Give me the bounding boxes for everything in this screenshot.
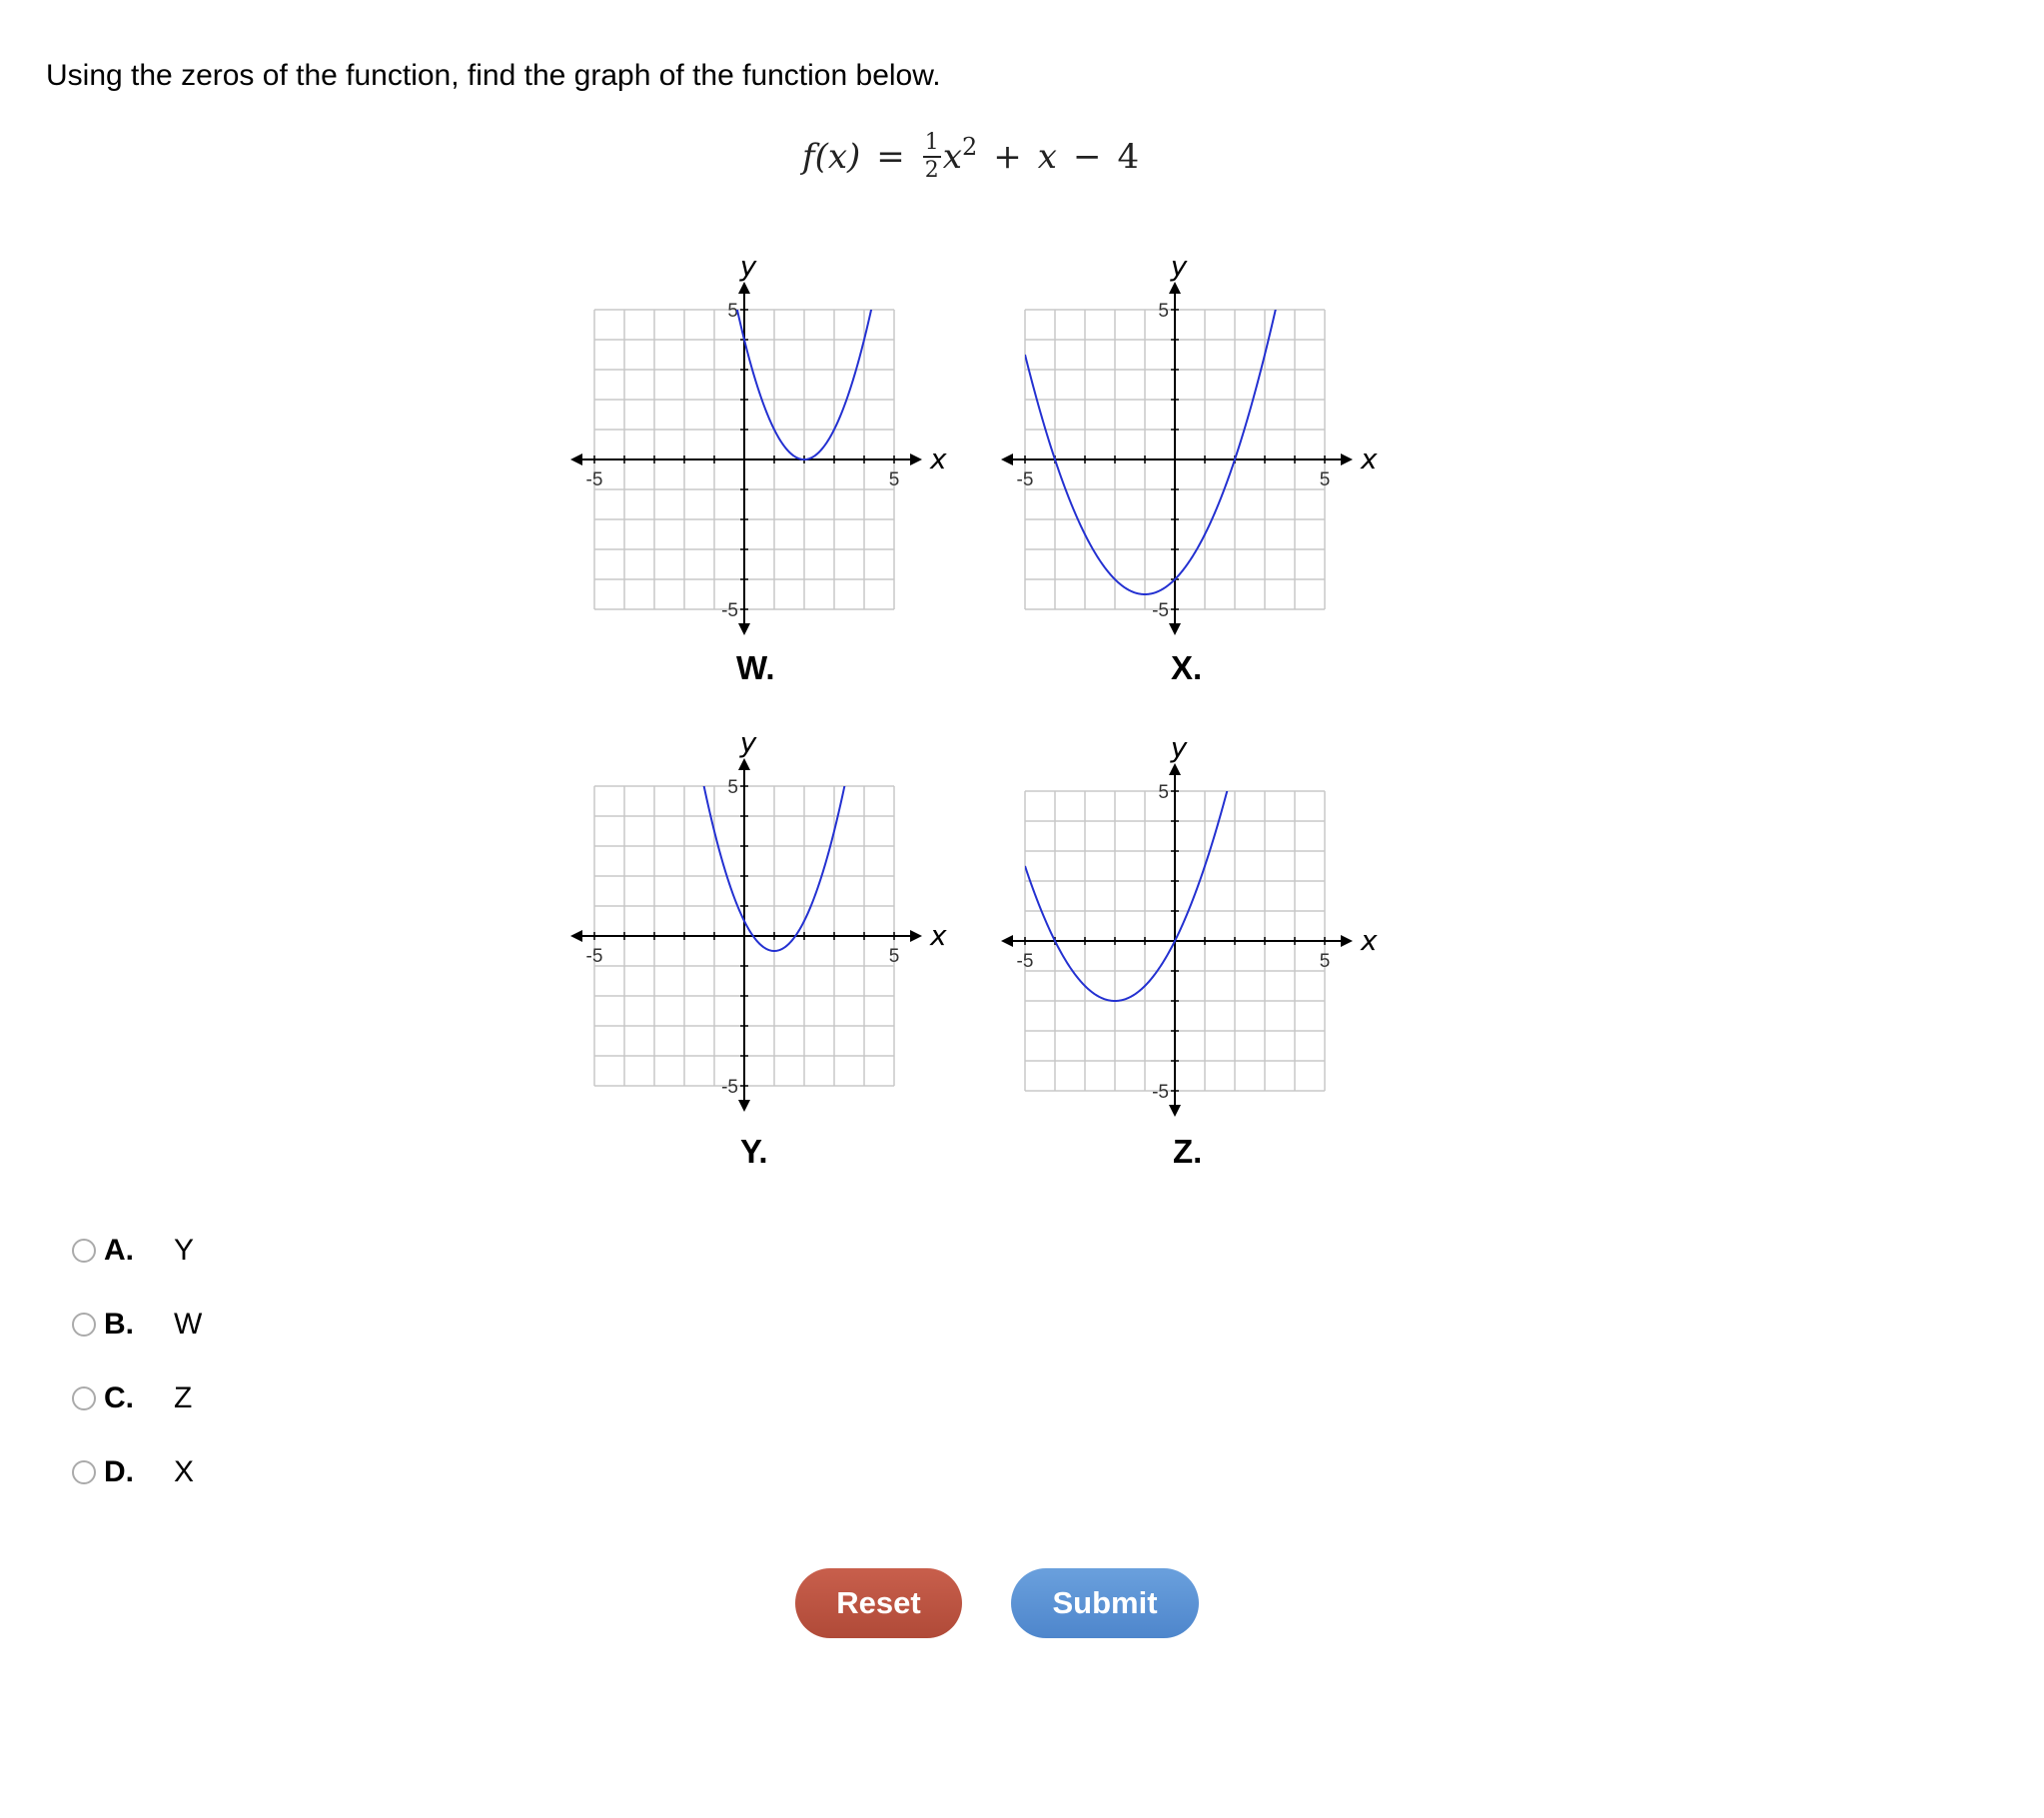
graph-w-plot [559, 245, 959, 644]
graph-w [559, 245, 959, 644]
graph-x-plot [990, 245, 1390, 644]
reset-button[interactable]: Reset [795, 1568, 962, 1638]
graph-z-x-axis-label: x [1361, 924, 1378, 957]
graph-w-label: W. [736, 649, 775, 686]
choice-d[interactable] [72, 1448, 332, 1496]
x-tick-label-max: 5 [888, 469, 900, 490]
choice-a[interactable] [72, 1227, 332, 1275]
y-tick-label-max: 5 [1158, 782, 1169, 803]
graph-z-label: Z. [1173, 1133, 1203, 1170]
x-axis-left-arrow [1001, 454, 1013, 465]
graph-y [559, 721, 959, 1121]
formula-fraction [923, 132, 941, 182]
choice-d-radio[interactable] [72, 1460, 96, 1484]
formula-x-squared-base: x [942, 137, 962, 177]
y-axis-up-arrow [1169, 763, 1181, 775]
x-axis-left-arrow [1001, 935, 1013, 947]
y-tick-label-max: 5 [727, 301, 738, 322]
graph-z-plot [990, 726, 1390, 1126]
choice-b[interactable] [72, 1301, 332, 1349]
y-tick-label-min: -5 [721, 1077, 738, 1098]
formula-constant: 4 [1117, 137, 1140, 177]
fraction-numerator: 1 [923, 132, 941, 158]
y-axis-up-arrow [738, 282, 750, 294]
formula-equals: = [876, 137, 905, 177]
graph-w-y-axis-label: y [739, 250, 757, 283]
graph-y-plot [559, 721, 959, 1121]
x-axis-right-arrow [1341, 935, 1353, 947]
x-tick-label-min: -5 [585, 469, 603, 490]
y-axis-up-arrow [738, 758, 750, 770]
graph-x-label: X. [1171, 649, 1203, 686]
choice-a-text: Y [174, 1234, 195, 1267]
choice-c-radio[interactable] [72, 1386, 96, 1410]
choice-c-text: Z [174, 1381, 193, 1414]
x-axis-right-arrow [910, 930, 922, 942]
graph-x [990, 245, 1390, 644]
function-formula [802, 122, 1139, 192]
choice-d-letter: D. [104, 1455, 134, 1488]
formula-x-term: x [1037, 137, 1057, 177]
question-text: Using the zeros of the function, find the graph of the function below. [46, 59, 941, 92]
y-tick-label-min: -5 [1152, 1082, 1169, 1103]
y-axis-down-arrow [1169, 1105, 1181, 1117]
choice-b-text: W [174, 1308, 203, 1341]
graph-y-label: Y. [740, 1133, 768, 1170]
graph-z [990, 726, 1390, 1126]
graph-w-x-axis-label: x [930, 443, 947, 475]
choice-c-letter: C. [104, 1381, 134, 1414]
y-tick-label-min: -5 [721, 600, 738, 621]
fraction-denominator: 2 [924, 158, 939, 183]
x-tick-label-max: 5 [1319, 951, 1331, 972]
graph-x-x-axis-label: x [1361, 443, 1378, 475]
submit-button[interactable]: Submit [1011, 1568, 1199, 1638]
choice-b-radio[interactable] [72, 1313, 96, 1337]
x-tick-label-min: -5 [585, 946, 603, 967]
x-axis-left-arrow [570, 930, 582, 942]
y-axis-up-arrow [1169, 282, 1181, 294]
y-axis-down-arrow [1169, 623, 1181, 635]
y-tick-label-max: 5 [727, 777, 738, 798]
y-tick-label-min: -5 [1152, 600, 1169, 621]
formula-minus: − [1072, 137, 1102, 177]
graph-y-y-axis-label: y [739, 726, 757, 759]
x-tick-label-max: 5 [1319, 469, 1331, 490]
x-axis-right-arrow [1341, 454, 1353, 465]
choice-b-letter: B. [104, 1308, 134, 1341]
graph-x-y-axis-label: y [1170, 250, 1188, 283]
choice-a-radio[interactable] [72, 1239, 96, 1263]
x-axis-left-arrow [570, 454, 582, 465]
choice-c[interactable] [72, 1374, 332, 1422]
choice-a-letter: A. [104, 1234, 134, 1267]
formula-exponent: 2 [961, 133, 978, 161]
graph-y-x-axis-label: x [930, 919, 947, 952]
formula-lhs: f(x) [802, 137, 861, 177]
y-axis-down-arrow [738, 1100, 750, 1112]
x-tick-label-max: 5 [888, 946, 900, 967]
x-axis-right-arrow [910, 454, 922, 465]
y-tick-label-max: 5 [1158, 301, 1169, 322]
x-tick-label-min: -5 [1016, 469, 1034, 490]
graph-z-y-axis-label: y [1170, 731, 1188, 764]
x-tick-label-min: -5 [1016, 951, 1034, 972]
choice-d-text: X [174, 1455, 195, 1488]
formula-plus: + [993, 137, 1022, 177]
y-axis-down-arrow [738, 623, 750, 635]
